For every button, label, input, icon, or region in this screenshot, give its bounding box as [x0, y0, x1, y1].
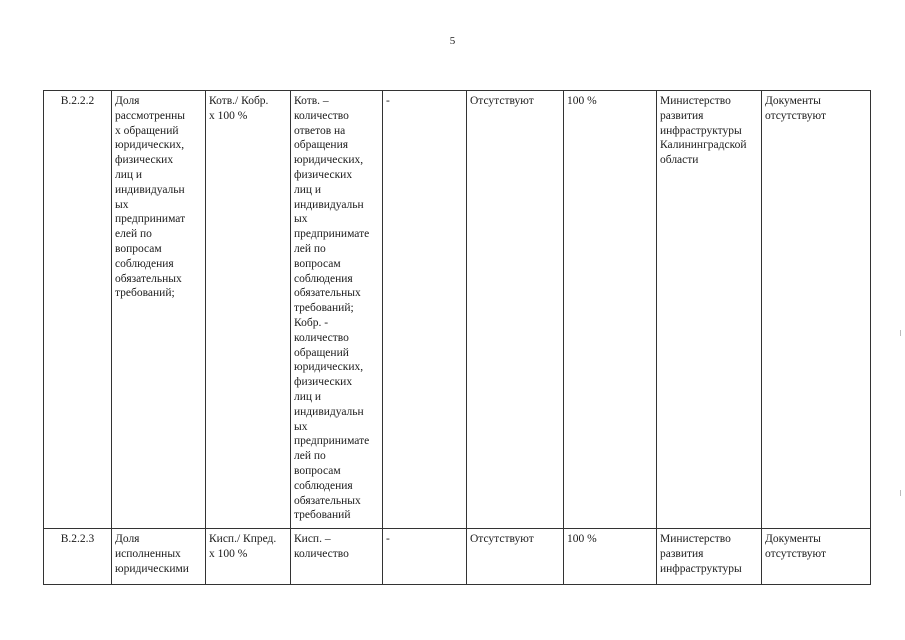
text-line: количество: [294, 109, 349, 122]
text-line: елей по: [115, 228, 152, 241]
text-line: Котв./ Кобр.: [209, 95, 269, 107]
text-line: требований: [294, 509, 351, 522]
formula-definition-cell: [291, 529, 383, 585]
text-line: лиц и: [115, 168, 143, 181]
table-row: [44, 91, 871, 529]
cell-text: [209, 94, 287, 124]
text-line: предпринимат: [115, 213, 186, 226]
text-line: развития: [660, 109, 704, 122]
text-line: Кобр. -: [294, 316, 329, 329]
text-line: инфраструктуры: [660, 124, 742, 137]
text-line: обращения: [294, 139, 349, 152]
table-row: [44, 529, 871, 585]
text-line: обязательных: [294, 287, 361, 300]
cell-text: [765, 94, 867, 124]
indicators-table: [43, 90, 871, 585]
text-line: Министерство: [660, 95, 731, 107]
text-line: х 100 %: [209, 547, 248, 560]
text-line: юридическими: [115, 562, 189, 575]
text-line: ых: [294, 213, 308, 226]
status-cell: Отсутствуют: [467, 91, 564, 529]
text-line: инфраструктуры: [660, 562, 742, 575]
text-line: соблюдения: [294, 479, 353, 492]
text-line: требований;: [294, 302, 354, 315]
text-line: предпринимате: [294, 228, 370, 241]
indicator-code-cell: В.2.2.3: [44, 529, 112, 585]
text-line: ых: [294, 420, 308, 433]
text-line: отсутствуют: [765, 109, 827, 122]
text-line: лиц и: [294, 183, 322, 196]
text-line: индивидуальн: [294, 198, 364, 211]
formula-definition-cell: [291, 91, 383, 529]
documents-cell: [762, 529, 871, 585]
text-line: Документы: [765, 533, 821, 545]
text-line: физических: [294, 376, 353, 389]
text-line: исполненных: [115, 547, 181, 560]
text-line: Калининградской: [660, 139, 747, 152]
text-line: лиц и: [294, 390, 322, 403]
text-line: физических: [115, 154, 174, 167]
text-line: отсутствуют: [765, 547, 827, 560]
cell-text: [765, 532, 867, 562]
text-line: вопросам: [294, 257, 341, 270]
text-line: вопросам: [115, 242, 162, 255]
status-cell: Отсутствуют: [467, 529, 564, 585]
text-line: требований;: [115, 287, 175, 300]
text-line: ых: [115, 198, 129, 211]
text-line: соблюдения: [115, 257, 174, 270]
text-line: индивидуальн: [115, 183, 185, 196]
text-line: соблюдения: [294, 272, 353, 285]
formula-cell: [206, 91, 291, 529]
text-line: Министерство: [660, 533, 731, 545]
documents-cell: [762, 91, 871, 529]
cell-text: [115, 94, 202, 301]
scan-artifact: [900, 490, 901, 496]
page-number: 5: [449, 35, 456, 47]
text-line: юридических,: [294, 361, 364, 374]
text-line: рассмотренны: [115, 109, 185, 122]
text-line: Кисп./ Кпред.: [209, 533, 277, 545]
target-value-cell: 100 %: [564, 529, 657, 585]
indicator-name-cell: [112, 91, 206, 529]
text-line: вопросам: [294, 464, 341, 477]
text-line: юридических,: [115, 139, 185, 152]
text-line: х 100 %: [209, 109, 248, 122]
responsible-body-cell: [657, 91, 762, 529]
cell-text: [209, 532, 287, 562]
text-line: ответов на: [294, 124, 346, 137]
indicator-code-cell: В.2.2.2: [44, 91, 112, 529]
text-line: количество: [294, 331, 349, 344]
text-line: Котв. –: [294, 95, 329, 107]
dash-cell: -: [383, 91, 467, 529]
text-line: обязательных: [294, 494, 361, 507]
indicator-name-cell: [112, 529, 206, 585]
text-line: Доля: [115, 95, 140, 107]
text-line: юридических,: [294, 154, 364, 167]
cell-text: [115, 532, 202, 576]
cell-text: [660, 532, 758, 576]
text-line: лей по: [294, 242, 326, 255]
cell-text: [660, 94, 758, 168]
formula-cell: [206, 529, 291, 585]
text-line: Документы: [765, 95, 821, 107]
text-line: предпринимате: [294, 435, 370, 448]
scan-artifact: [900, 330, 901, 336]
text-line: индивидуальн: [294, 405, 364, 418]
cell-text: [294, 94, 379, 523]
text-line: Доля: [115, 533, 140, 545]
text-line: лей по: [294, 450, 326, 463]
text-line: области: [660, 154, 699, 167]
text-line: Кисп. –: [294, 533, 331, 545]
text-line: количество: [294, 547, 349, 560]
dash-cell: -: [383, 529, 467, 585]
cell-text: [294, 532, 379, 562]
text-line: обращений: [294, 346, 349, 359]
responsible-body-cell: [657, 529, 762, 585]
text-line: развития: [660, 547, 704, 560]
text-line: х обращений: [115, 124, 179, 137]
target-value-cell: 100 %: [564, 91, 657, 529]
text-line: физических: [294, 168, 353, 181]
text-line: обязательных: [115, 272, 182, 285]
